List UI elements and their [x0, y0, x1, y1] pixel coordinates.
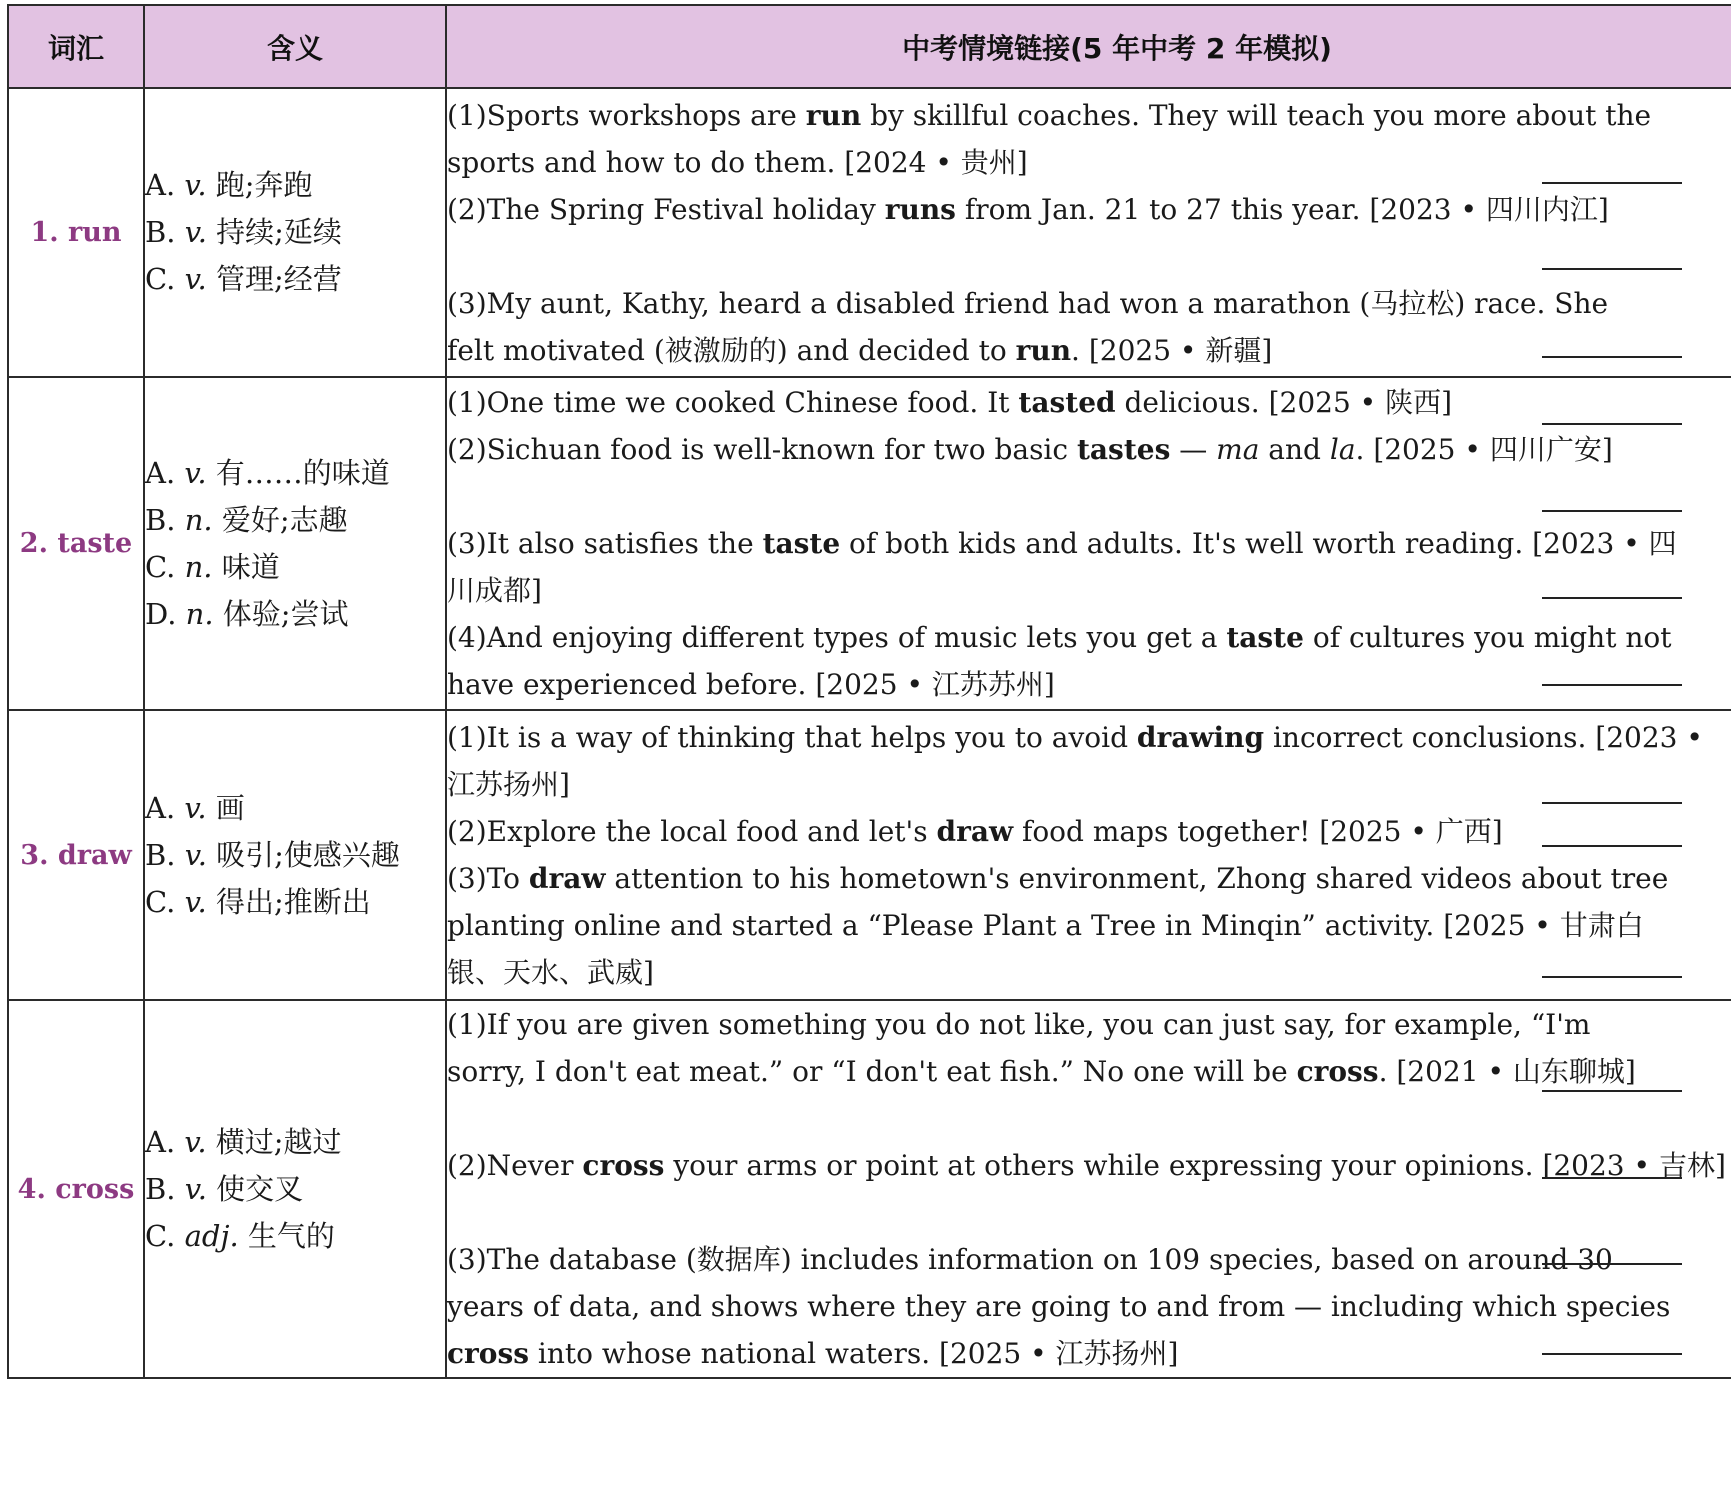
meaning-b: B. n. 爱好;志趣: [145, 502, 348, 537]
table-header-row: [8, 5, 1731, 88]
answer-blank[interactable]: [1542, 597, 1682, 599]
vocab-word: 4. cross: [8, 1000, 144, 1378]
example-sentence: (3)It also satisfies the taste of both kids and adults. It's well worth reading. [2023 • 四: [447, 527, 1677, 560]
vocab-word: 1. run: [8, 88, 144, 377]
answer-blank[interactable]: [1542, 1263, 1682, 1265]
example-sentence: planting online and started a “Please Plant a Tree in Minqin” activity. [2025 • 甘肃白: [447, 909, 1644, 942]
answer-blank[interactable]: [1542, 1177, 1682, 1179]
example-sentence: 银、天水、武威]: [447, 956, 654, 989]
example-sentence: (1)Sports workshops are run by skillful coaches. They will teach you more about the: [447, 98, 1652, 132]
example-sentence: sports and how to do them. [2024 • 贵州]: [447, 145, 1028, 179]
example-sentence: felt motivated (被激励的) and decided to run. [2025 • 新疆]: [447, 333, 1273, 367]
example-sentence: (1)It is a way of thinking that helps you to avoid drawing incorrect conclusions. [2023 •: [447, 721, 1703, 754]
meaning-cell: [144, 710, 446, 1000]
meaning-a: A. v. 跑;奔跑: [145, 168, 313, 202]
meaning-b: B. v. 吸引;使感兴趣: [145, 837, 400, 872]
header-meaning: 含义: [144, 5, 446, 88]
example-sentence: (1)If you are given something you do not like, you can just say, for example, “I'm: [447, 1008, 1591, 1041]
example-sentence: (3)To draw attention to his hometown's environment, Zhong shared videos about tree: [447, 862, 1669, 895]
meaning-c: C. v. 管理;经营: [145, 262, 342, 296]
example-cell: [446, 377, 1731, 710]
meaning-cell: [144, 1000, 446, 1378]
answer-blank[interactable]: [1542, 423, 1682, 425]
answer-blank[interactable]: [1542, 268, 1682, 270]
meaning-b: B. v. 持续;延续: [145, 215, 342, 249]
example-sentence: 川成都]: [447, 574, 542, 607]
example-sentence: cross into whose national waters. [2025 • 江苏扬州]: [447, 1337, 1179, 1370]
header-context: 中考情境链接(5 年中考 2 年模拟): [446, 5, 1731, 88]
answer-blank[interactable]: [1542, 845, 1682, 847]
answer-blank[interactable]: [1542, 684, 1682, 686]
meaning-a: A. v. 横过;越过: [145, 1124, 342, 1159]
table-row-taste: [8, 377, 1731, 710]
example-sentence: (2)Explore the local food and let's draw food maps together! [2025 • 广西]: [447, 815, 1503, 848]
example-cell: [446, 88, 1731, 377]
vocab-word: 3. draw: [8, 710, 144, 1000]
answer-blank[interactable]: [1542, 182, 1682, 184]
table-row-draw: [8, 710, 1731, 1000]
example-cell: [446, 1000, 1731, 1378]
meaning-d: D. n. 体验;尝试: [145, 596, 349, 631]
meaning-c: C. n. 味道: [145, 549, 280, 584]
answer-blank[interactable]: [1542, 976, 1682, 978]
answer-blank[interactable]: [1542, 510, 1682, 512]
vocab-word: 2. taste: [8, 377, 144, 710]
vocabulary-table: [7, 4, 1731, 1379]
meaning-b: B. v. 使交叉: [145, 1171, 304, 1206]
meaning-c: C. v. 得出;推断出: [145, 884, 371, 919]
example-sentence: (3)The database (数据库) includes information on 109 species, based on around 30: [447, 1243, 1613, 1276]
example-sentence: (2)The Spring Festival holiday runs from Jan. 21 to 27 this year. [2023 • 四川内江]: [447, 192, 1609, 226]
example-cell: [446, 710, 1731, 1000]
header-word: 词汇: [8, 5, 144, 88]
example-sentence: (1)One time we cooked Chinese food. It tasted delicious. [2025 • 陕西]: [447, 386, 1453, 419]
example-sentence: 江苏扬州]: [447, 768, 570, 801]
meaning-cell: [144, 377, 446, 710]
meaning-cell: [144, 88, 446, 377]
answer-blank[interactable]: [1542, 356, 1682, 358]
table-row-run: [8, 88, 1731, 377]
meaning-a: A. v. 画: [145, 790, 245, 825]
meaning-c: C. adj. 生气的: [145, 1218, 335, 1253]
example-sentence: sorry, I don't eat meat.” or “I don't eat fish.” No one will be cross. [2021 • 山东聊城]: [447, 1055, 1636, 1088]
example-sentence: (2)Never cross your arms or point at others while expressing your opinions. [2023 • 吉林]: [447, 1149, 1726, 1182]
example-sentence: (2)Sichuan food is well-known for two basic tastes — ma and la. [2025 • 四川广安]: [447, 433, 1613, 466]
example-sentence: have experienced before. [2025 • 江苏苏州]: [447, 668, 1055, 701]
meaning-a: A. v. 有……的味道: [145, 455, 390, 490]
example-sentence: (3)My aunt, Kathy, heard a disabled friend had won a marathon (马拉松) race. She: [447, 286, 1609, 320]
answer-blank[interactable]: [1542, 802, 1682, 804]
answer-blank[interactable]: [1542, 1353, 1682, 1355]
example-sentence: years of data, and shows where they are going to and from — including which species: [447, 1290, 1671, 1323]
table-row-cross: [8, 1000, 1731, 1378]
answer-blank[interactable]: [1542, 1090, 1682, 1092]
example-sentence: (4)And enjoying different types of music lets you get a taste of cultures you might not: [447, 621, 1672, 654]
